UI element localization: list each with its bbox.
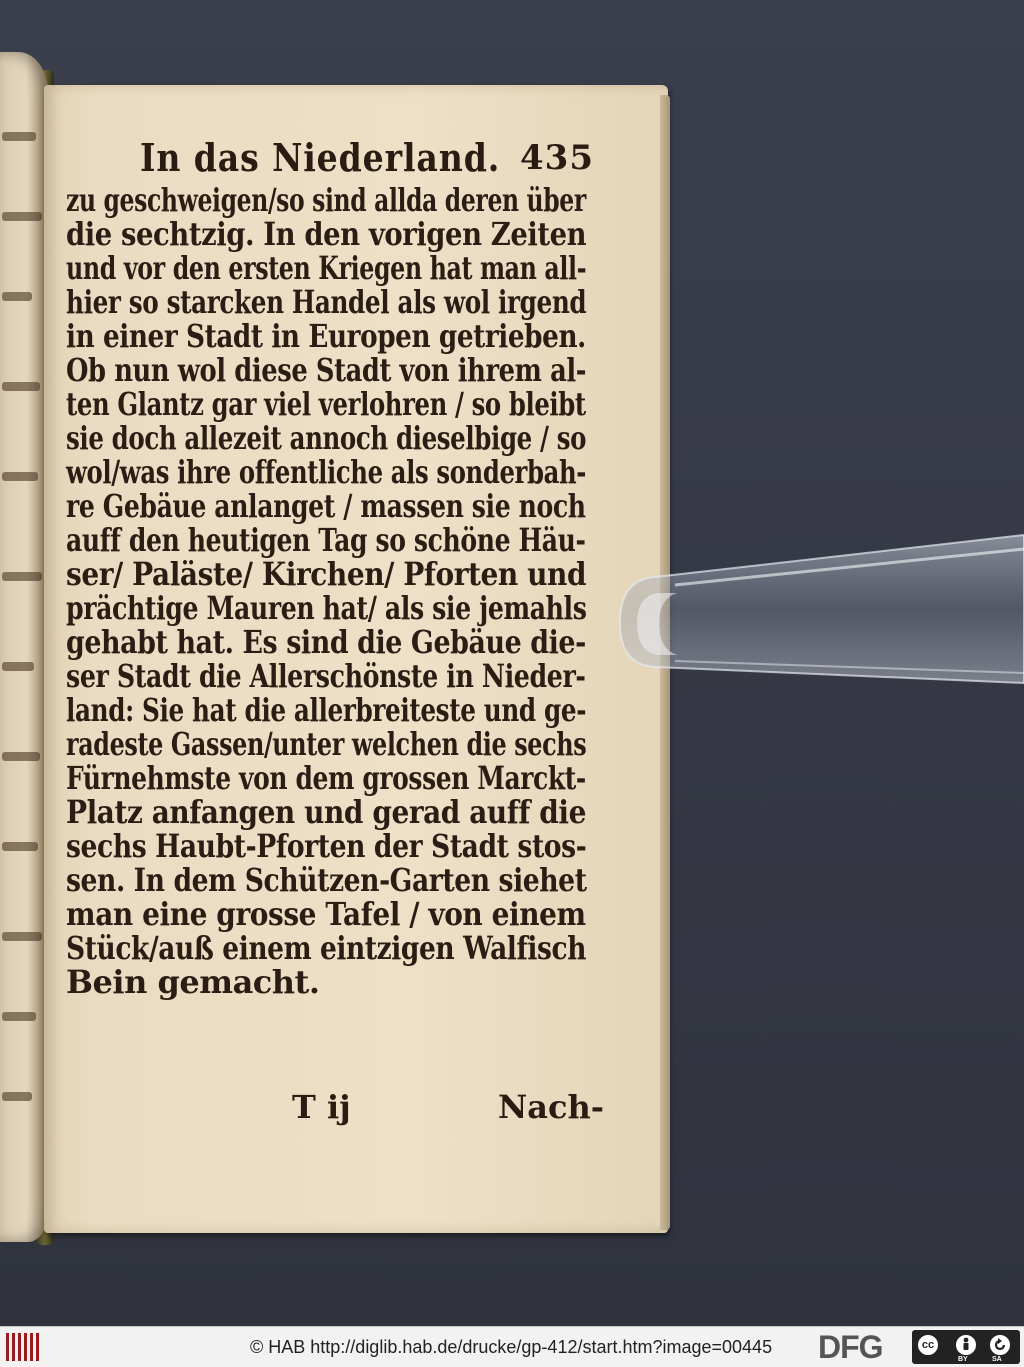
text-line: ten Glantz gar viel verlohren / so bleibt <box>66 385 586 423</box>
share-alike-icon <box>988 1333 1012 1357</box>
signature-mark: T ij <box>292 1088 351 1126</box>
hab-barcode-logo-icon <box>6 1333 40 1361</box>
text-line: sen. In dem Schützen-Garten siehet <box>66 861 587 899</box>
text-line: re Gebäue anlanget / massen sie noch <box>66 487 586 525</box>
text-line: ser Stadt die Allerschönste in Nieder- <box>66 657 586 695</box>
body-text <box>66 183 586 999</box>
text-line: land: Sie hat die allerbreiteste und ge- <box>66 691 587 729</box>
text-line: radeste Gassen/unter welchen die sechs <box>66 725 587 763</box>
page-number: 435 <box>520 138 594 178</box>
sa-label: SA <box>992 1356 1002 1363</box>
footer-bar <box>0 1326 1024 1367</box>
text-line: gehabt hat. Es sind die Gebäue die- <box>66 623 586 661</box>
text-line: auff den heutigen Tag so schöne Häu- <box>66 521 586 559</box>
creative-commons-icon: cc <box>916 1333 940 1357</box>
text-line: zu geschweigen/so sind allda deren über <box>66 181 586 219</box>
text-line: Stück/auß einem eintzigen Walfisch <box>66 929 587 967</box>
running-head: In das Niederland. <box>140 135 501 180</box>
page-edge <box>660 95 670 1230</box>
text-line: man eine grosse Tafel / von einem <box>66 895 586 933</box>
text-line: in einer Stadt in Europen getrieben. <box>66 317 586 355</box>
text-line: ser/ Paläste/ Kirchen/ Pforten und <box>66 555 587 593</box>
text-line: und vor den ersten Kriegen hat man all- <box>66 249 587 287</box>
facing-page-edge <box>0 52 48 1242</box>
cc-license-badge[interactable] <box>912 1330 1020 1364</box>
text-line: Bein gemacht. <box>66 963 320 1001</box>
text-line: die sechtzig. In den vorigen Zeiten <box>66 215 587 253</box>
text-line: hier so starcken Handel als wol irgend <box>66 283 587 321</box>
text-line: prächtige Mauren hat/ als sie jemahls <box>66 589 587 627</box>
text-line: sechs Haubt-Pforten der Stadt stos- <box>66 827 587 865</box>
text-line: Platz anfangen und gerad auff die <box>66 793 586 831</box>
acrylic-page-holder <box>615 505 1024 705</box>
text-line: wol/was ihre offentliche als sonderbah- <box>66 453 587 491</box>
catchword: Nach- <box>498 1088 605 1126</box>
text-line: sie doch allezeit annoch dieselbige / so <box>66 419 587 457</box>
attribution-person-icon <box>954 1333 978 1357</box>
text-line: Ob nun wol diese Stadt von ihrem al- <box>66 351 587 389</box>
copyright-credit: © HAB http://diglib.hab.de/drucke/gp-412/start.htm?image=00445 <box>250 1337 773 1357</box>
text-line: Fürnehmste von dem grossen Marckt- <box>66 759 586 797</box>
by-label: BY <box>958 1356 968 1363</box>
dfg-logo: DFG <box>818 1329 883 1365</box>
